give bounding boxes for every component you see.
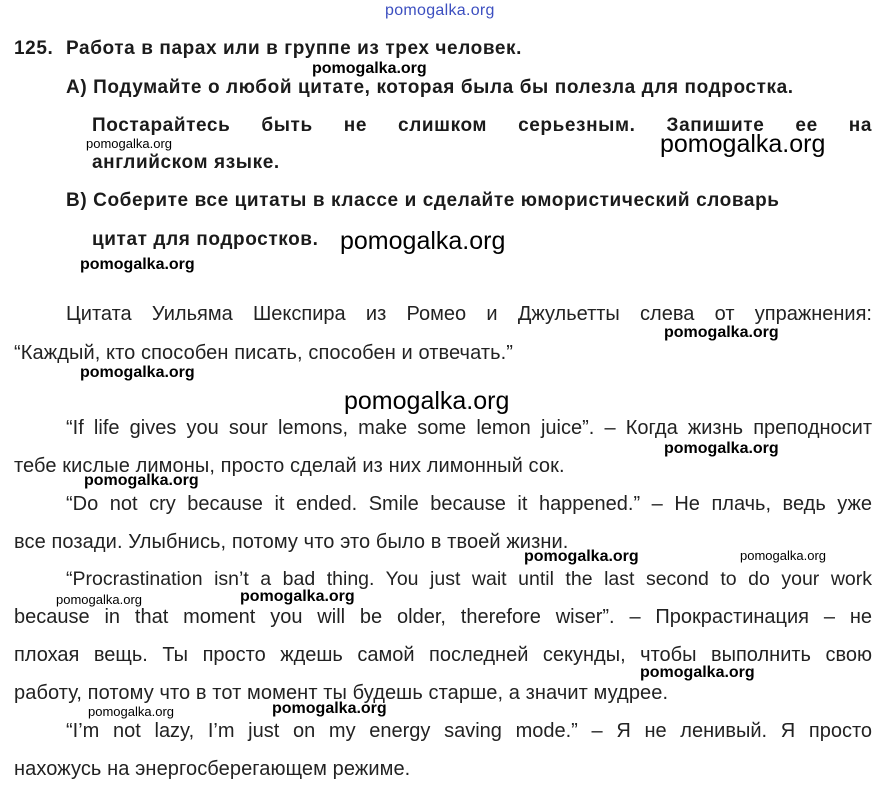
watermark: pomogalka.org <box>740 548 826 563</box>
watermark: pomogalka.org <box>344 387 510 415</box>
task-a-line3: английском языке. <box>92 152 280 173</box>
watermark: pomogalka.org <box>524 548 639 565</box>
answer-p3-line2: все позади. Улыбнись, потому что это было в твоей жизни. <box>14 531 569 553</box>
answer-p2-line1: “If life gives you sour lemons, make some lemon juice”. – Когда жизнь преподносит <box>66 417 872 439</box>
answer-p1-line1: Цитата Уильяма Шекспира из Ромео и Джульетты слева от упражнения: <box>66 303 872 325</box>
task-title: Работа в парах или в группе из трех человек. <box>66 38 523 59</box>
watermark: pomogalka.org <box>56 592 142 607</box>
task-a-line1: А) Подумайте о любой цитате, которая была бы полезла для подростка. <box>66 77 794 98</box>
watermark: pomogalka.org <box>240 588 355 605</box>
answer-p4-line2: because in that moment you will be older, therefore wiser”. – Прокрастинация – не <box>14 606 872 628</box>
watermark: pomogalka.org <box>80 364 195 381</box>
watermark: pomogalka.org <box>84 472 199 489</box>
answer-p5-line2: нахожусь на энергосберегающем режиме. <box>14 758 411 780</box>
answer-p1-line2: “Каждый, кто способен писать, способен и отвечать.” <box>14 342 514 364</box>
task-b-line1: В) Соберите все цитаты в классе и сделайте юмористический словарь <box>66 190 780 211</box>
task-number: 125. <box>14 38 54 59</box>
watermark: pomogalka.org <box>272 700 387 717</box>
watermark: pomogalka.org <box>312 60 427 77</box>
watermark-top: pomogalka.org <box>385 2 495 19</box>
watermark: pomogalka.org <box>80 256 195 273</box>
watermark: pomogalka.org <box>660 130 826 158</box>
watermark: pomogalka.org <box>340 227 506 255</box>
watermark: pomogalka.org <box>640 664 755 681</box>
task-a-line2: Постарайтесь быть не слишком серьезным. Запишите ее на <box>92 115 872 136</box>
answer-p4-line3: плохая вещь. Ты просто ждешь самой последней секунды, чтобы выполнить свою <box>14 644 872 666</box>
answer-p4-line1: “Procrastination isn’t a bad thing. You just wait until the last second to do your work <box>66 568 872 590</box>
answer-p2-line2: тебе кислые лимоны, просто сделай из них лимонный сок. <box>14 455 565 477</box>
watermark: pomogalka.org <box>664 324 779 341</box>
watermark: pomogalka.org <box>88 704 174 719</box>
answer-p4-line4: работу, потому что в тот момент ты будешь старше, а значит мудрее. <box>14 682 669 704</box>
watermark: pomogalka.org <box>664 440 779 457</box>
task-b-line2: цитат для подростков. <box>92 229 319 250</box>
watermark: pomogalka.org <box>86 136 172 151</box>
answer-p3-line1: “Do not cry because it ended. Smile because it happened.” – Не плачь, ведь уже <box>66 493 872 515</box>
answer-p5-line1: “I’m not lazy, I’m just on my energy saving mode.” – Я не ленивый. Я просто <box>66 720 872 742</box>
